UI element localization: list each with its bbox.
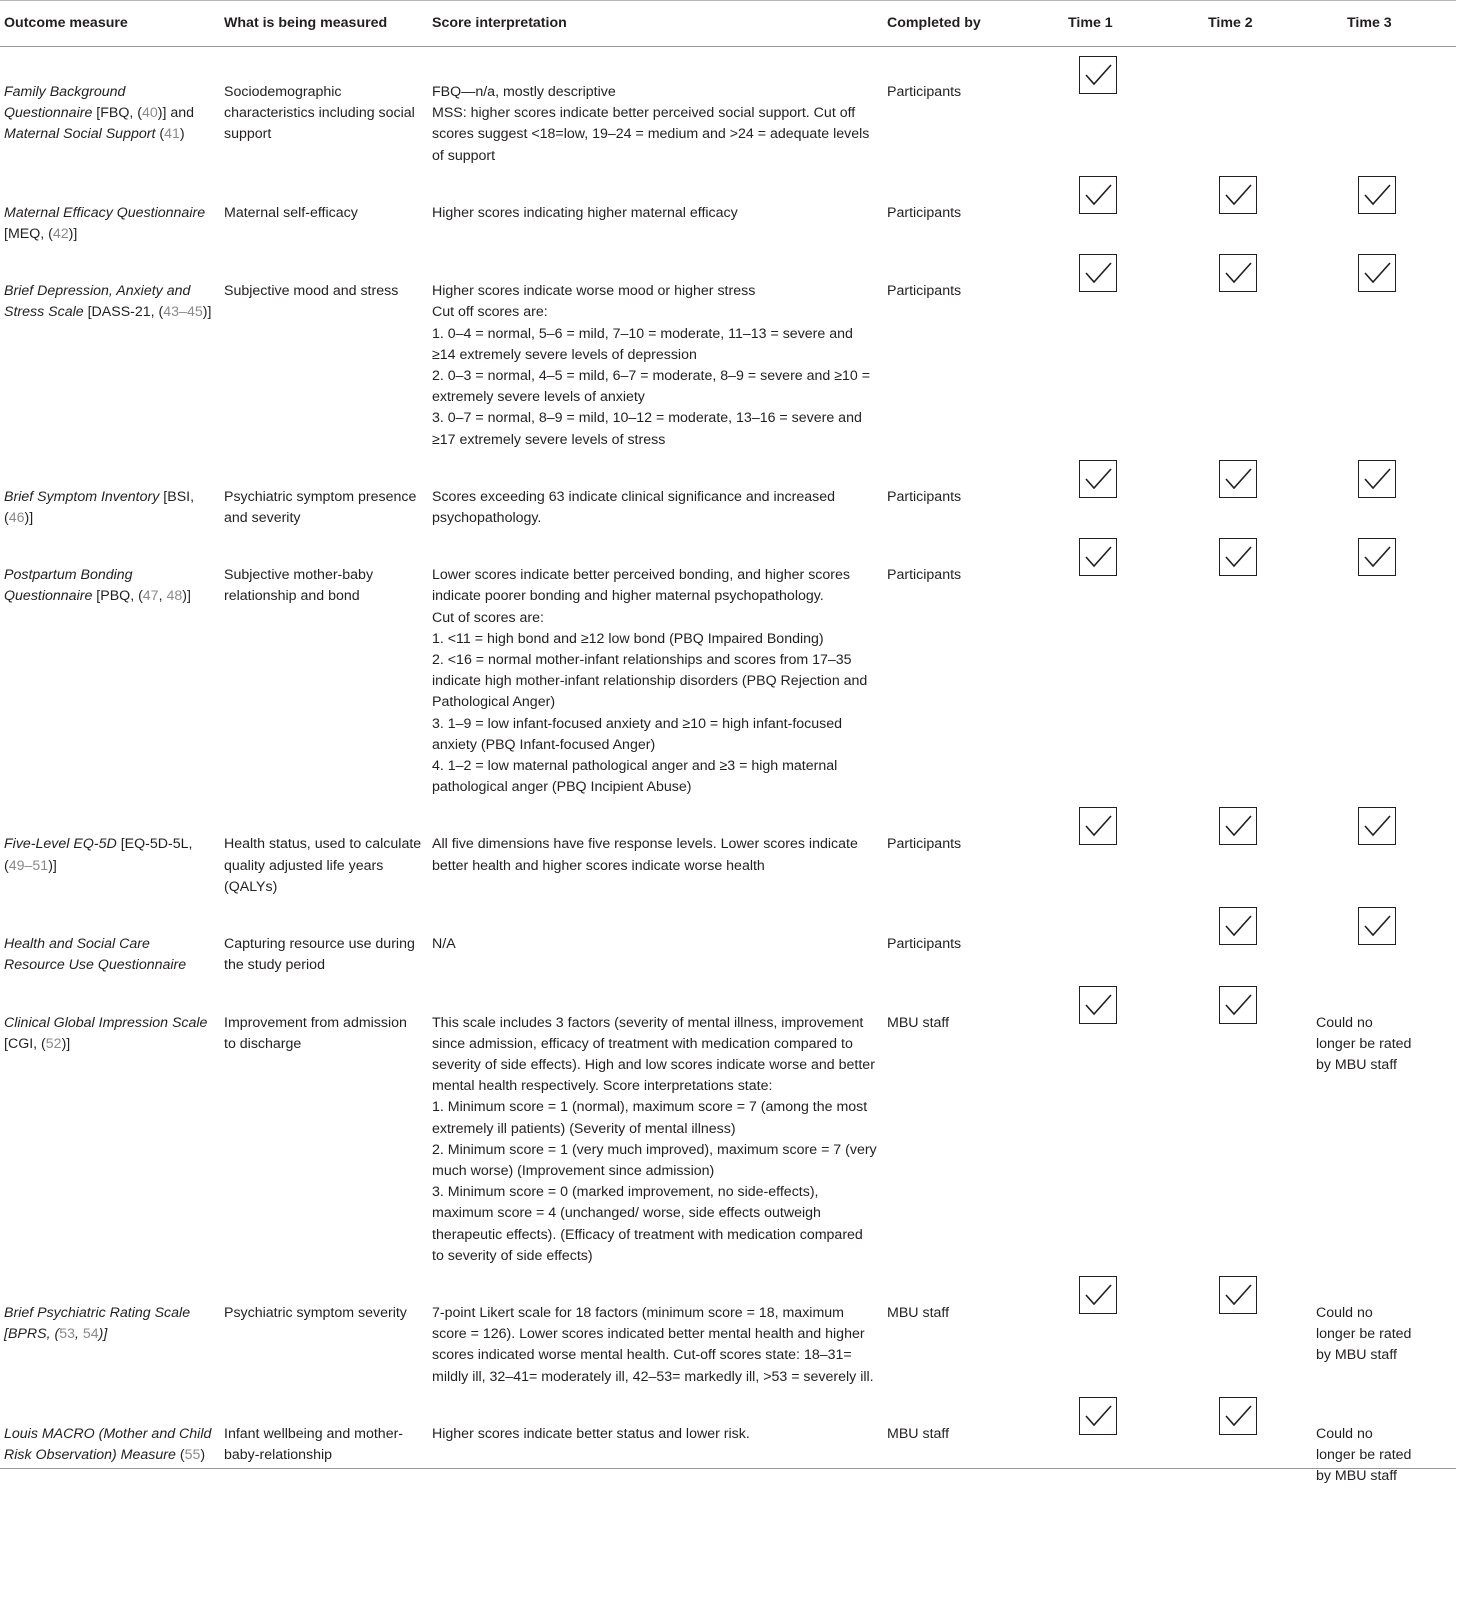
checkmark-icon — [1219, 1397, 1257, 1435]
checkmark-icon — [1358, 807, 1396, 845]
interpretation-line: 2. 0–3 = normal, 4–5 = mild, 6–7 = moderate, 8–9 = severe and ≥10 = extremely severe levels of anxiety — [432, 368, 871, 406]
cell-what-measured: Maternal self-efficacy — [224, 204, 358, 221]
cell-time-1 — [1035, 1388, 1175, 1469]
checkmark-icon — [1219, 460, 1257, 498]
cell-time-3 — [1314, 1388, 1456, 1485]
cell-outcome-measure — [0, 1388, 220, 1469]
measure-text-segment: Brief Symptom Inventory — [4, 488, 160, 505]
measure-text-segment: 41 — [164, 126, 180, 143]
interpretation-line: All five dimensions have five response levels. Lower scores indicate better health and higher scores indicate worse health — [432, 836, 858, 874]
measure-text-segment: [MEQ, ( — [4, 226, 53, 243]
cell-score-interpretation — [428, 167, 883, 245]
measure-text-segment: )] — [68, 226, 78, 243]
interpretation-line: 4. 1–2 = low maternal pathological anger and ≥3 = high maternal pathological anger (PBQ Incipient Abuse) — [432, 758, 838, 796]
cell-outcome-measure — [0, 1267, 220, 1388]
interpretation-line: Scores exceeding 63 indicate clinical significance and increased psychopathology. — [432, 488, 836, 527]
measure-text-segment: ( — [175, 1446, 185, 1463]
table-row — [0, 167, 1456, 245]
checkmark-icon — [1358, 907, 1396, 945]
header-what-measured: What is being measured — [220, 1, 428, 47]
interpretation-line: This scale includes 3 factors (severity of mental illness, improvement since admission, efficacy of treatment with medication compared to severity of side effects). High and low scores indicate worse and better mental health respectively. Score interpretations state: — [432, 1014, 875, 1095]
measure-text-segment: 42 — [52, 226, 69, 243]
interpretation-line: N/A — [432, 936, 456, 953]
cell-time-1 — [1035, 167, 1175, 245]
measure-text-segment: Brief Depression, Anxiety and Stress Scale — [4, 283, 191, 321]
measure-text-segment: )] — [61, 1035, 71, 1052]
cell-time-3 — [1314, 451, 1456, 529]
cell-time-2 — [1175, 47, 1314, 167]
measure-text-segment: Louis MACRO (Mother and Child Risk Observation) Measure — [4, 1425, 212, 1463]
measure-text-segment: ( — [155, 126, 165, 143]
table-row — [0, 977, 1456, 1267]
cell-completed-by: Participants — [887, 84, 962, 100]
cell-time-1 — [1035, 451, 1175, 529]
interpretation-line: Higher scores indicating higher maternal efficacy — [432, 204, 738, 221]
measure-text-segment: 43–45 — [163, 304, 203, 321]
table-row — [0, 898, 1456, 976]
checkmark-icon — [1358, 254, 1396, 292]
measure-text-segment: [CGI, ( — [4, 1035, 46, 1052]
cell-time-2 — [1175, 245, 1314, 451]
interpretation-line: 3. 0–7 = normal, 8–9 = mild, 10–12 = moderate, 13–16 = severe and ≥17 extremely severe levels of stress — [432, 410, 862, 448]
cell-completed-by: Participants — [887, 283, 962, 300]
cell-what-measured: Infant wellbeing and mother-baby-relationship — [220, 1388, 428, 1469]
interpretation-line: 2. Minimum score = 1 (very much improved), maximum score = 7 (very much worse) (Improvement since admission) — [432, 1141, 877, 1179]
cell-score-interpretation — [428, 451, 883, 529]
cell-what-measured: Health status, used to calculate quality adjusted life years (QALYs) — [224, 836, 422, 895]
measure-text-segment: 52 — [45, 1035, 62, 1052]
measure-text-segment: 48 — [166, 588, 183, 605]
cell-completed-by: Participants — [887, 836, 962, 853]
cell-what-measured: Subjective mother-baby relationship and bond — [224, 567, 374, 605]
cell-time-2 — [1175, 798, 1314, 898]
measure-text-segment: 46 — [8, 510, 25, 527]
checkmark-icon — [1219, 807, 1257, 845]
cell-time-3 — [1314, 245, 1456, 451]
header-score-interpretation: Score interpretation — [428, 1, 883, 47]
interpretation-line: Cut off scores are: — [432, 304, 548, 321]
cell-completed-by: Participants — [887, 936, 962, 953]
cell-score-interpretation — [428, 798, 883, 898]
cell-outcome-measure — [0, 898, 220, 976]
header-outcome-measure: Outcome measure — [0, 1, 220, 47]
checkmark-icon — [1219, 538, 1257, 576]
interpretation-line: 1. Minimum score = 1 (normal), maximum score = 7 (among the most extremely ill patients) (Severity of mental illness) — [432, 1099, 868, 1137]
measure-text-segment: )] — [202, 304, 212, 321]
measure-text-segment: Maternal Social Support — [4, 126, 156, 143]
cell-score-interpretation — [428, 245, 883, 451]
measure-text-segment: 47 — [142, 588, 159, 605]
measure-text-segment: Clinical Global Impression Scale — [4, 1014, 208, 1031]
measure-text-segment: ) — [179, 126, 185, 143]
checkmark-icon — [1079, 807, 1117, 845]
cell-time-3 — [1314, 798, 1456, 898]
interpretation-line: Lower scores indicate better perceived bonding, and higher scores indicate poorer bonding and higher maternal psychopathology. — [432, 567, 850, 605]
checkmark-icon — [1219, 907, 1257, 945]
measure-text-segment: )] — [48, 857, 57, 874]
interpretation-line: 1. <11 = high bond and ≥12 low bond (PBQ Impaired Bonding) — [432, 630, 824, 647]
time-3-note: Could no longer be rated by MBU staff — [1316, 1014, 1412, 1073]
cell-score-interpretation — [428, 47, 883, 167]
cell-time-2 — [1175, 451, 1314, 529]
header-time-2: Time 2 — [1175, 1, 1314, 47]
cell-completed-by: MBU staff — [887, 1304, 950, 1321]
checkmark-icon — [1219, 254, 1257, 292]
interpretation-line: 1. 0–4 = normal, 5–6 = mild, 7–10 = moderate, 11–13 = severe and ≥14 extremely severe levels of depression — [432, 325, 853, 363]
cell-time-3 — [1314, 1267, 1456, 1388]
cell-time-2 — [1175, 977, 1314, 1267]
cell-what-measured: Subjective mood and stress — [224, 283, 399, 300]
cell-time-3 — [1314, 47, 1456, 167]
table-row — [0, 529, 1456, 798]
checkmark-icon — [1219, 176, 1257, 214]
time-3-note: Could no longer be rated by MBU staff — [1316, 1304, 1412, 1364]
header-completed-by: Completed by — [883, 1, 1035, 47]
cell-time-1 — [1035, 529, 1175, 798]
measure-text-segment: Health and Social Care Resource Use Questionnaire — [4, 936, 187, 974]
cell-time-2 — [1175, 1388, 1314, 1469]
measure-text-segment: 49–51 — [8, 857, 49, 874]
checkmark-icon — [1079, 176, 1117, 214]
interpretation-line: Higher scores indicate better status and lower risk. — [432, 1425, 750, 1442]
cell-completed-by: Participants — [887, 567, 962, 584]
table-row — [0, 1267, 1456, 1388]
cell-outcome-measure — [0, 167, 220, 245]
interpretation-line: Cut of scores are: — [432, 609, 544, 626]
header-time-1: Time 1 — [1035, 1, 1175, 47]
cell-score-interpretation — [428, 977, 883, 1267]
cell-score-interpretation — [428, 1267, 883, 1388]
header-time-3: Time 3 — [1314, 1, 1456, 47]
table-row — [0, 1388, 1456, 1469]
cell-time-1 — [1035, 898, 1175, 976]
cell-what-measured: Improvement from admission to discharge — [224, 1014, 407, 1052]
table-row — [0, 798, 1456, 898]
cell-outcome-measure — [0, 798, 220, 898]
measure-text-segment: [PBQ, ( — [92, 588, 143, 605]
cell-completed-by: MBU staff — [887, 1014, 950, 1031]
cell-outcome-measure — [0, 977, 220, 1267]
cell-time-1 — [1035, 798, 1175, 898]
interpretation-line: FBQ—n/a, mostly descriptive — [432, 84, 616, 100]
cell-outcome-measure — [0, 451, 220, 529]
cell-what-measured: Sociodemographic characteristics including social support — [224, 84, 415, 143]
measure-text-segment: Brief Psychiatric Rating Scale [BPRS, ( — [4, 1304, 191, 1343]
cell-time-2 — [1175, 529, 1314, 798]
cell-time-1 — [1035, 977, 1175, 1267]
measure-text-segment: ) — [200, 1446, 206, 1463]
measure-text-segment: , — [158, 588, 167, 605]
measure-text-segment: [EQ-5D-5L, ( — [4, 836, 193, 874]
measure-text-segment: [BSI, ( — [4, 488, 195, 527]
interpretation-line: 3. 1–9 = low infant-focused anxiety and ≥10 = high infant-focused anxiety (PBQ Infant-focused Anger) — [432, 715, 843, 753]
measure-text-segment: 55 — [184, 1446, 201, 1463]
measure-text-segment: 53 — [59, 1326, 75, 1343]
cell-time-2 — [1175, 898, 1314, 976]
checkmark-icon — [1079, 538, 1117, 576]
checkmark-icon — [1358, 460, 1396, 498]
cell-time-1 — [1035, 1267, 1175, 1388]
checkmark-icon — [1079, 1276, 1117, 1314]
measure-text-segment: Five-Level EQ-5D — [4, 836, 117, 853]
cell-time-3 — [1314, 898, 1456, 976]
cell-time-2 — [1175, 167, 1314, 245]
measure-text-segment: [DASS-21, ( — [83, 304, 164, 321]
cell-score-interpretation — [428, 529, 883, 798]
interpretation-line: 7-point Likert scale for 18 factors (minimum score = 18, maximum score = 126). Lower scores indicated better mental health and higher scores indicated worse mental health. Cut-off scores state: 18–31= mildly ill, 32–41= moderately ill, 42–53= markedly ill, >53 = severely ill. — [432, 1304, 874, 1385]
checkmark-icon — [1219, 986, 1257, 1024]
interpretation-line: MSS: higher scores indicate better perceived social support. Cut off scores suggest <18=low, 19–24 = medium and >24 = adequate levels of support — [432, 105, 870, 164]
cell-time-3 — [1314, 167, 1456, 245]
checkmark-icon — [1358, 538, 1396, 576]
measure-text-segment: [FBQ, ( — [92, 105, 142, 122]
table-row — [0, 47, 1456, 167]
cell-score-interpretation — [428, 1388, 883, 1469]
measure-text-segment: )] and — [157, 105, 195, 122]
measure-text-segment: , — [74, 1326, 83, 1343]
cell-time-1 — [1035, 47, 1175, 167]
cell-time-2 — [1175, 1267, 1314, 1388]
checkmark-icon — [1079, 986, 1117, 1024]
cell-what-measured: Psychiatric symptom presence and severity — [224, 488, 417, 527]
time-3-note: Could no longer be rated by MBU staff — [1316, 1425, 1412, 1485]
interpretation-line: 3. Minimum score = 0 (marked improvement, no side-effects), maximum score = 4 (unchanged/ worse, side effects outweigh therapeutic effects). (Efficacy of treatment with medication compared to severity of side effects) — [432, 1184, 863, 1264]
cell-what-measured: Capturing resource use during the study period — [224, 936, 415, 974]
measure-text-segment: Maternal Efficacy Questionnaire — [4, 204, 206, 221]
checkmark-icon — [1358, 176, 1396, 214]
checkmark-icon — [1079, 1397, 1117, 1435]
checkmark-icon — [1219, 1276, 1257, 1314]
cell-score-interpretation — [428, 898, 883, 976]
measure-text-segment: )] — [182, 588, 191, 605]
cell-completed-by: Participants — [887, 488, 962, 505]
checkmark-icon — [1079, 460, 1117, 498]
table-row — [0, 245, 1456, 451]
cell-time-1 — [1035, 245, 1175, 451]
interpretation-line: 2. <16 = normal mother-infant relationships and scores from 17–35 indicate high mother-infant relationship disorders (PBQ Rejection and Pathological Anger) — [432, 652, 868, 711]
cell-outcome-measure — [0, 47, 220, 167]
interpretation-line: Higher scores indicate worse mood or higher stress — [432, 283, 756, 300]
measure-text-segment: Postpartum Bonding Questionnaire — [4, 567, 133, 605]
cell-outcome-measure — [0, 529, 220, 798]
cell-time-3 — [1314, 529, 1456, 798]
table-body — [0, 47, 1456, 1485]
cell-outcome-measure — [0, 245, 220, 451]
measure-text-segment: Family Background Questionnaire — [4, 84, 126, 122]
cell-completed-by: MBU staff — [883, 1388, 1035, 1469]
checkmark-icon — [1079, 254, 1117, 292]
measure-text-segment: 40 — [142, 105, 158, 122]
cell-time-3 — [1314, 977, 1456, 1267]
measure-text-segment: 54 — [82, 1326, 99, 1343]
checkmark-icon — [1079, 56, 1117, 94]
measure-text-segment: )] — [24, 510, 34, 527]
table-row — [0, 451, 1456, 529]
cell-completed-by: Participants — [887, 204, 962, 221]
cell-what-measured: Psychiatric symptom severity — [224, 1304, 407, 1321]
measure-text-segment: )] — [98, 1326, 108, 1343]
header-row — [0, 1, 1456, 47]
